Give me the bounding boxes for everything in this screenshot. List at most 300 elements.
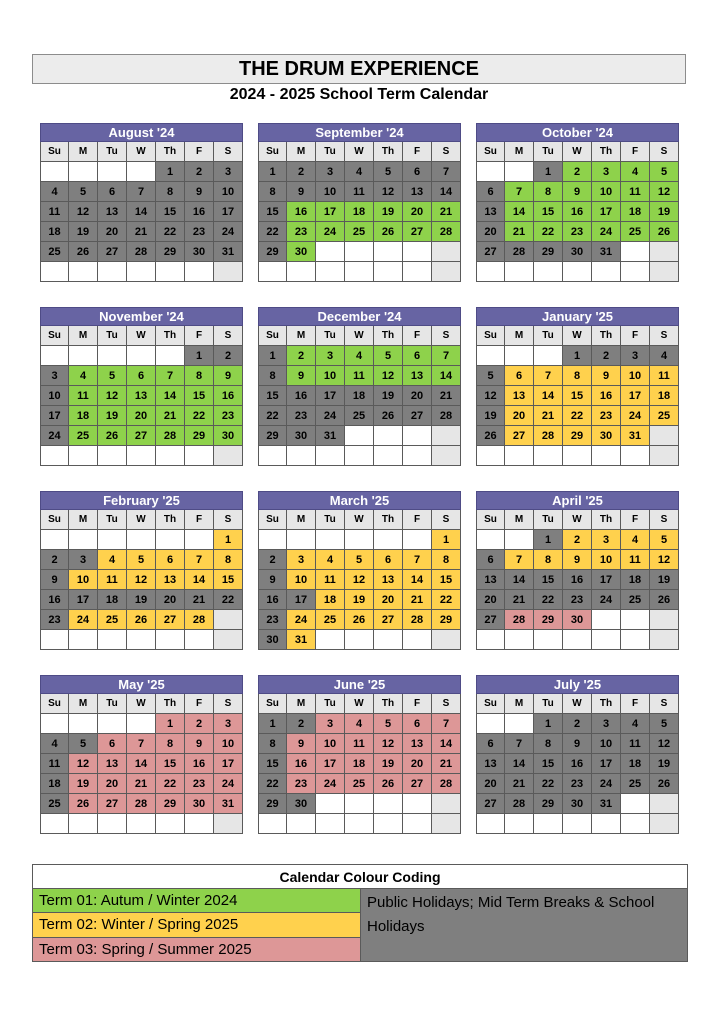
weekday-header: Tu	[316, 326, 345, 346]
day-cell: 4	[621, 162, 650, 182]
day-cell: 21	[156, 406, 185, 426]
weekday-header: Tu	[316, 510, 345, 530]
day-cell: 10	[592, 182, 621, 202]
day-cell: 25	[650, 406, 679, 426]
day-cell: 19	[127, 590, 156, 610]
day-cell: 12	[650, 550, 679, 570]
empty-cell	[505, 714, 534, 734]
weekday-header: Su	[40, 142, 69, 162]
month-7	[258, 491, 461, 650]
empty-cell	[156, 446, 185, 466]
day-cell: 29	[258, 794, 287, 814]
day-cell: 6	[476, 182, 505, 202]
day-cell: 10	[621, 366, 650, 386]
empty-cell	[345, 426, 374, 446]
day-cell: 1	[185, 346, 214, 366]
empty-cell	[156, 630, 185, 650]
empty-cell	[40, 262, 69, 282]
weekday-header: Th	[374, 694, 403, 714]
empty-cell	[214, 610, 243, 630]
day-cell: 31	[316, 426, 345, 446]
weekday-header: Tu	[316, 694, 345, 714]
day-cell: 29	[534, 794, 563, 814]
day-cell: 6	[403, 714, 432, 734]
day-cell: 17	[214, 754, 243, 774]
day-cell: 12	[476, 386, 505, 406]
day-cell: 17	[287, 590, 316, 610]
day-cell: 27	[505, 426, 534, 446]
day-cell: 26	[476, 426, 505, 446]
day-cell: 29	[258, 426, 287, 446]
day-cell: 27	[476, 242, 505, 262]
day-cell: 24	[592, 774, 621, 794]
weekday-header: F	[185, 694, 214, 714]
month-grid	[258, 326, 461, 466]
month-name: September '24	[258, 123, 461, 142]
day-cell: 10	[214, 734, 243, 754]
day-cell: 10	[287, 570, 316, 590]
month-10	[258, 675, 461, 834]
empty-cell	[287, 814, 316, 834]
day-cell: 8	[534, 182, 563, 202]
empty-cell	[476, 446, 505, 466]
empty-cell	[650, 794, 679, 814]
day-cell: 11	[69, 386, 98, 406]
day-cell: 1	[534, 714, 563, 734]
empty-cell	[127, 530, 156, 550]
day-cell: 22	[258, 406, 287, 426]
day-cell: 19	[650, 754, 679, 774]
day-cell: 1	[432, 530, 461, 550]
empty-cell	[316, 242, 345, 262]
empty-cell	[621, 794, 650, 814]
day-cell: 23	[287, 774, 316, 794]
empty-cell	[214, 446, 243, 466]
day-cell: 3	[621, 346, 650, 366]
empty-cell	[534, 446, 563, 466]
day-cell: 22	[258, 222, 287, 242]
empty-cell	[316, 262, 345, 282]
day-cell: 25	[621, 774, 650, 794]
day-cell: 7	[403, 550, 432, 570]
weekday-header: W	[127, 510, 156, 530]
month-3	[40, 307, 243, 466]
empty-cell	[69, 346, 98, 366]
weekday-header: F	[621, 142, 650, 162]
day-cell: 8	[258, 366, 287, 386]
month-grid	[476, 142, 679, 282]
empty-cell	[403, 242, 432, 262]
day-cell: 19	[374, 202, 403, 222]
day-cell: 10	[316, 366, 345, 386]
empty-cell	[403, 446, 432, 466]
day-cell: 6	[98, 182, 127, 202]
day-cell: 18	[40, 222, 69, 242]
weekday-header: Th	[156, 142, 185, 162]
day-cell: 18	[40, 774, 69, 794]
day-cell: 19	[476, 406, 505, 426]
day-cell: 9	[563, 550, 592, 570]
day-cell: 2	[563, 530, 592, 550]
day-cell: 3	[592, 530, 621, 550]
day-cell: 24	[316, 222, 345, 242]
day-cell: 4	[621, 714, 650, 734]
day-cell: 24	[316, 774, 345, 794]
day-cell: 30	[185, 794, 214, 814]
day-cell: 13	[476, 202, 505, 222]
day-cell: 24	[592, 222, 621, 242]
day-cell: 17	[592, 754, 621, 774]
weekday-header: Su	[258, 142, 287, 162]
day-cell: 28	[127, 794, 156, 814]
empty-cell	[563, 814, 592, 834]
day-cell: 4	[40, 182, 69, 202]
weekday-header: W	[345, 694, 374, 714]
empty-cell	[505, 814, 534, 834]
empty-cell	[374, 262, 403, 282]
weekday-header: S	[214, 510, 243, 530]
weekday-header: Su	[258, 510, 287, 530]
day-cell: 29	[534, 610, 563, 630]
day-cell: 4	[98, 550, 127, 570]
day-cell: 3	[316, 714, 345, 734]
day-cell: 16	[185, 754, 214, 774]
day-cell: 10	[316, 182, 345, 202]
day-cell: 25	[316, 610, 345, 630]
day-cell: 2	[287, 162, 316, 182]
empty-cell	[127, 346, 156, 366]
day-cell: 20	[505, 406, 534, 426]
day-cell: 28	[403, 610, 432, 630]
empty-cell	[476, 714, 505, 734]
day-cell: 28	[432, 774, 461, 794]
weekday-header: Tu	[98, 694, 127, 714]
month-grid	[476, 510, 679, 650]
day-cell: 28	[505, 242, 534, 262]
day-cell: 29	[258, 242, 287, 262]
weekday-header: F	[621, 694, 650, 714]
month-4	[258, 307, 461, 466]
day-cell: 1	[258, 162, 287, 182]
weekday-header: F	[185, 326, 214, 346]
empty-cell	[345, 630, 374, 650]
day-cell: 26	[127, 610, 156, 630]
weekday-header: W	[345, 326, 374, 346]
day-cell: 8	[185, 366, 214, 386]
weekday-header: Su	[476, 142, 505, 162]
empty-cell	[156, 530, 185, 550]
day-cell: 15	[156, 202, 185, 222]
day-cell: 22	[432, 590, 461, 610]
empty-cell	[621, 242, 650, 262]
day-cell: 8	[258, 734, 287, 754]
day-cell: 20	[374, 590, 403, 610]
empty-cell	[563, 262, 592, 282]
empty-cell	[316, 630, 345, 650]
day-cell: 9	[185, 734, 214, 754]
day-cell: 21	[432, 754, 461, 774]
day-cell: 4	[621, 530, 650, 550]
empty-cell	[316, 446, 345, 466]
weekday-header: W	[127, 326, 156, 346]
day-cell: 14	[432, 734, 461, 754]
day-cell: 12	[374, 182, 403, 202]
month-name: November '24	[40, 307, 243, 326]
day-cell: 8	[258, 182, 287, 202]
day-cell: 29	[563, 426, 592, 446]
day-cell: 11	[345, 182, 374, 202]
day-cell: 5	[98, 366, 127, 386]
weekday-header: M	[505, 142, 534, 162]
day-cell: 17	[592, 202, 621, 222]
empty-cell	[258, 446, 287, 466]
day-cell: 14	[432, 182, 461, 202]
empty-cell	[69, 714, 98, 734]
empty-cell	[69, 630, 98, 650]
day-cell: 17	[621, 386, 650, 406]
weekday-header: F	[403, 694, 432, 714]
day-cell: 17	[316, 202, 345, 222]
day-cell: 3	[214, 714, 243, 734]
weekday-header: Th	[592, 510, 621, 530]
day-cell: 29	[156, 242, 185, 262]
day-cell: 30	[185, 242, 214, 262]
empty-cell	[592, 262, 621, 282]
empty-cell	[40, 346, 69, 366]
day-cell: 23	[185, 222, 214, 242]
weekday-header: S	[432, 510, 461, 530]
empty-cell	[185, 630, 214, 650]
empty-cell	[287, 446, 316, 466]
empty-cell	[505, 262, 534, 282]
day-cell: 27	[403, 774, 432, 794]
month-name: August '24	[40, 123, 243, 142]
day-cell: 20	[476, 590, 505, 610]
day-cell: 24	[287, 610, 316, 630]
day-cell: 5	[650, 162, 679, 182]
empty-cell	[374, 242, 403, 262]
empty-cell	[650, 610, 679, 630]
weekday-header: W	[127, 694, 156, 714]
day-cell: 21	[432, 386, 461, 406]
day-cell: 9	[592, 366, 621, 386]
month-name: June '25	[258, 675, 461, 694]
day-cell: 4	[345, 346, 374, 366]
day-cell: 23	[185, 774, 214, 794]
weekday-header: Su	[258, 694, 287, 714]
empty-cell	[432, 262, 461, 282]
month-5	[476, 307, 679, 466]
day-cell: 14	[432, 366, 461, 386]
day-cell: 31	[621, 426, 650, 446]
day-cell: 29	[156, 794, 185, 814]
day-cell: 11	[40, 754, 69, 774]
day-cell: 9	[287, 366, 316, 386]
empty-cell	[534, 262, 563, 282]
empty-cell	[374, 426, 403, 446]
day-cell: 25	[621, 222, 650, 242]
day-cell: 5	[69, 182, 98, 202]
day-cell: 4	[40, 734, 69, 754]
empty-cell	[432, 446, 461, 466]
weekday-header: Tu	[534, 694, 563, 714]
empty-cell	[534, 346, 563, 366]
day-cell: 1	[156, 714, 185, 734]
day-cell: 20	[156, 590, 185, 610]
month-8	[476, 491, 679, 650]
weekday-header: M	[505, 326, 534, 346]
month-11	[476, 675, 679, 834]
empty-cell	[374, 814, 403, 834]
day-cell: 8	[214, 550, 243, 570]
empty-cell	[621, 814, 650, 834]
month-grid	[258, 694, 461, 834]
day-cell: 16	[185, 202, 214, 222]
empty-cell	[534, 814, 563, 834]
day-cell: 23	[258, 610, 287, 630]
empty-cell	[345, 814, 374, 834]
month-grid	[40, 510, 243, 650]
day-cell: 3	[592, 162, 621, 182]
day-cell: 3	[40, 366, 69, 386]
empty-cell	[127, 630, 156, 650]
day-cell: 17	[316, 386, 345, 406]
empty-cell	[40, 530, 69, 550]
day-cell: 5	[374, 346, 403, 366]
day-cell: 15	[185, 386, 214, 406]
empty-cell	[69, 814, 98, 834]
day-cell: 18	[621, 754, 650, 774]
day-cell: 7	[156, 366, 185, 386]
weekday-header: Th	[592, 142, 621, 162]
empty-cell	[98, 162, 127, 182]
weekday-header: S	[650, 510, 679, 530]
weekday-header: S	[432, 142, 461, 162]
day-cell: 30	[563, 794, 592, 814]
empty-cell	[40, 446, 69, 466]
empty-cell	[258, 262, 287, 282]
empty-cell	[69, 530, 98, 550]
weekday-header: F	[403, 510, 432, 530]
day-cell: 28	[505, 610, 534, 630]
empty-cell	[156, 346, 185, 366]
legend-body	[33, 889, 687, 961]
weekday-header: M	[505, 510, 534, 530]
day-cell: 10	[40, 386, 69, 406]
day-cell: 7	[185, 550, 214, 570]
day-cell: 20	[476, 222, 505, 242]
day-cell: 14	[403, 570, 432, 590]
day-cell: 21	[505, 774, 534, 794]
day-cell: 26	[345, 610, 374, 630]
day-cell: 13	[98, 202, 127, 222]
empty-cell	[98, 530, 127, 550]
day-cell: 13	[476, 570, 505, 590]
empty-cell	[258, 530, 287, 550]
day-cell: 19	[374, 386, 403, 406]
day-cell: 6	[98, 734, 127, 754]
day-cell: 11	[316, 570, 345, 590]
empty-cell	[432, 426, 461, 446]
weekday-header: M	[287, 142, 316, 162]
empty-cell	[127, 714, 156, 734]
day-cell: 9	[287, 734, 316, 754]
weekday-header: M	[287, 694, 316, 714]
day-cell: 24	[592, 590, 621, 610]
weekday-header: Th	[374, 326, 403, 346]
day-cell: 12	[98, 386, 127, 406]
day-cell: 3	[287, 550, 316, 570]
empty-cell	[40, 630, 69, 650]
day-cell: 29	[534, 242, 563, 262]
legend-term-2: Term 02: Winter / Spring 2025	[33, 913, 361, 937]
day-cell: 25	[621, 590, 650, 610]
legend-terms	[33, 889, 361, 961]
day-cell: 22	[563, 406, 592, 426]
day-cell: 22	[534, 774, 563, 794]
empty-cell	[476, 814, 505, 834]
month-name: March '25	[258, 491, 461, 510]
day-cell: 30	[563, 610, 592, 630]
day-cell: 21	[505, 590, 534, 610]
day-cell: 23	[563, 222, 592, 242]
day-cell: 31	[592, 794, 621, 814]
month-grid	[258, 510, 461, 650]
day-cell: 4	[345, 714, 374, 734]
day-cell: 1	[258, 346, 287, 366]
empty-cell	[156, 262, 185, 282]
weekday-header: Th	[592, 694, 621, 714]
empty-cell	[345, 446, 374, 466]
day-cell: 13	[98, 754, 127, 774]
day-cell: 8	[432, 550, 461, 570]
day-cell: 6	[403, 346, 432, 366]
empty-cell	[374, 794, 403, 814]
day-cell: 6	[403, 162, 432, 182]
empty-cell	[98, 630, 127, 650]
day-cell: 20	[403, 386, 432, 406]
empty-cell	[403, 262, 432, 282]
day-cell: 10	[214, 182, 243, 202]
day-cell: 16	[287, 202, 316, 222]
day-cell: 11	[345, 734, 374, 754]
day-cell: 13	[156, 570, 185, 590]
weekday-header: M	[505, 694, 534, 714]
weekday-header: M	[287, 510, 316, 530]
month-name: April '25	[476, 491, 679, 510]
empty-cell	[345, 262, 374, 282]
day-cell: 14	[534, 386, 563, 406]
day-cell: 12	[127, 570, 156, 590]
day-cell: 31	[592, 242, 621, 262]
weekday-header: Su	[476, 694, 505, 714]
day-cell: 26	[69, 242, 98, 262]
day-cell: 19	[650, 570, 679, 590]
weekday-header: Su	[40, 510, 69, 530]
empty-cell	[214, 630, 243, 650]
day-cell: 2	[258, 550, 287, 570]
weekday-header: W	[563, 326, 592, 346]
weekday-header: S	[650, 326, 679, 346]
day-cell: 17	[592, 570, 621, 590]
day-cell: 11	[621, 182, 650, 202]
empty-cell	[403, 530, 432, 550]
day-cell: 7	[127, 182, 156, 202]
day-cell: 16	[563, 570, 592, 590]
empty-cell	[98, 446, 127, 466]
day-cell: 18	[98, 590, 127, 610]
day-cell: 28	[127, 242, 156, 262]
